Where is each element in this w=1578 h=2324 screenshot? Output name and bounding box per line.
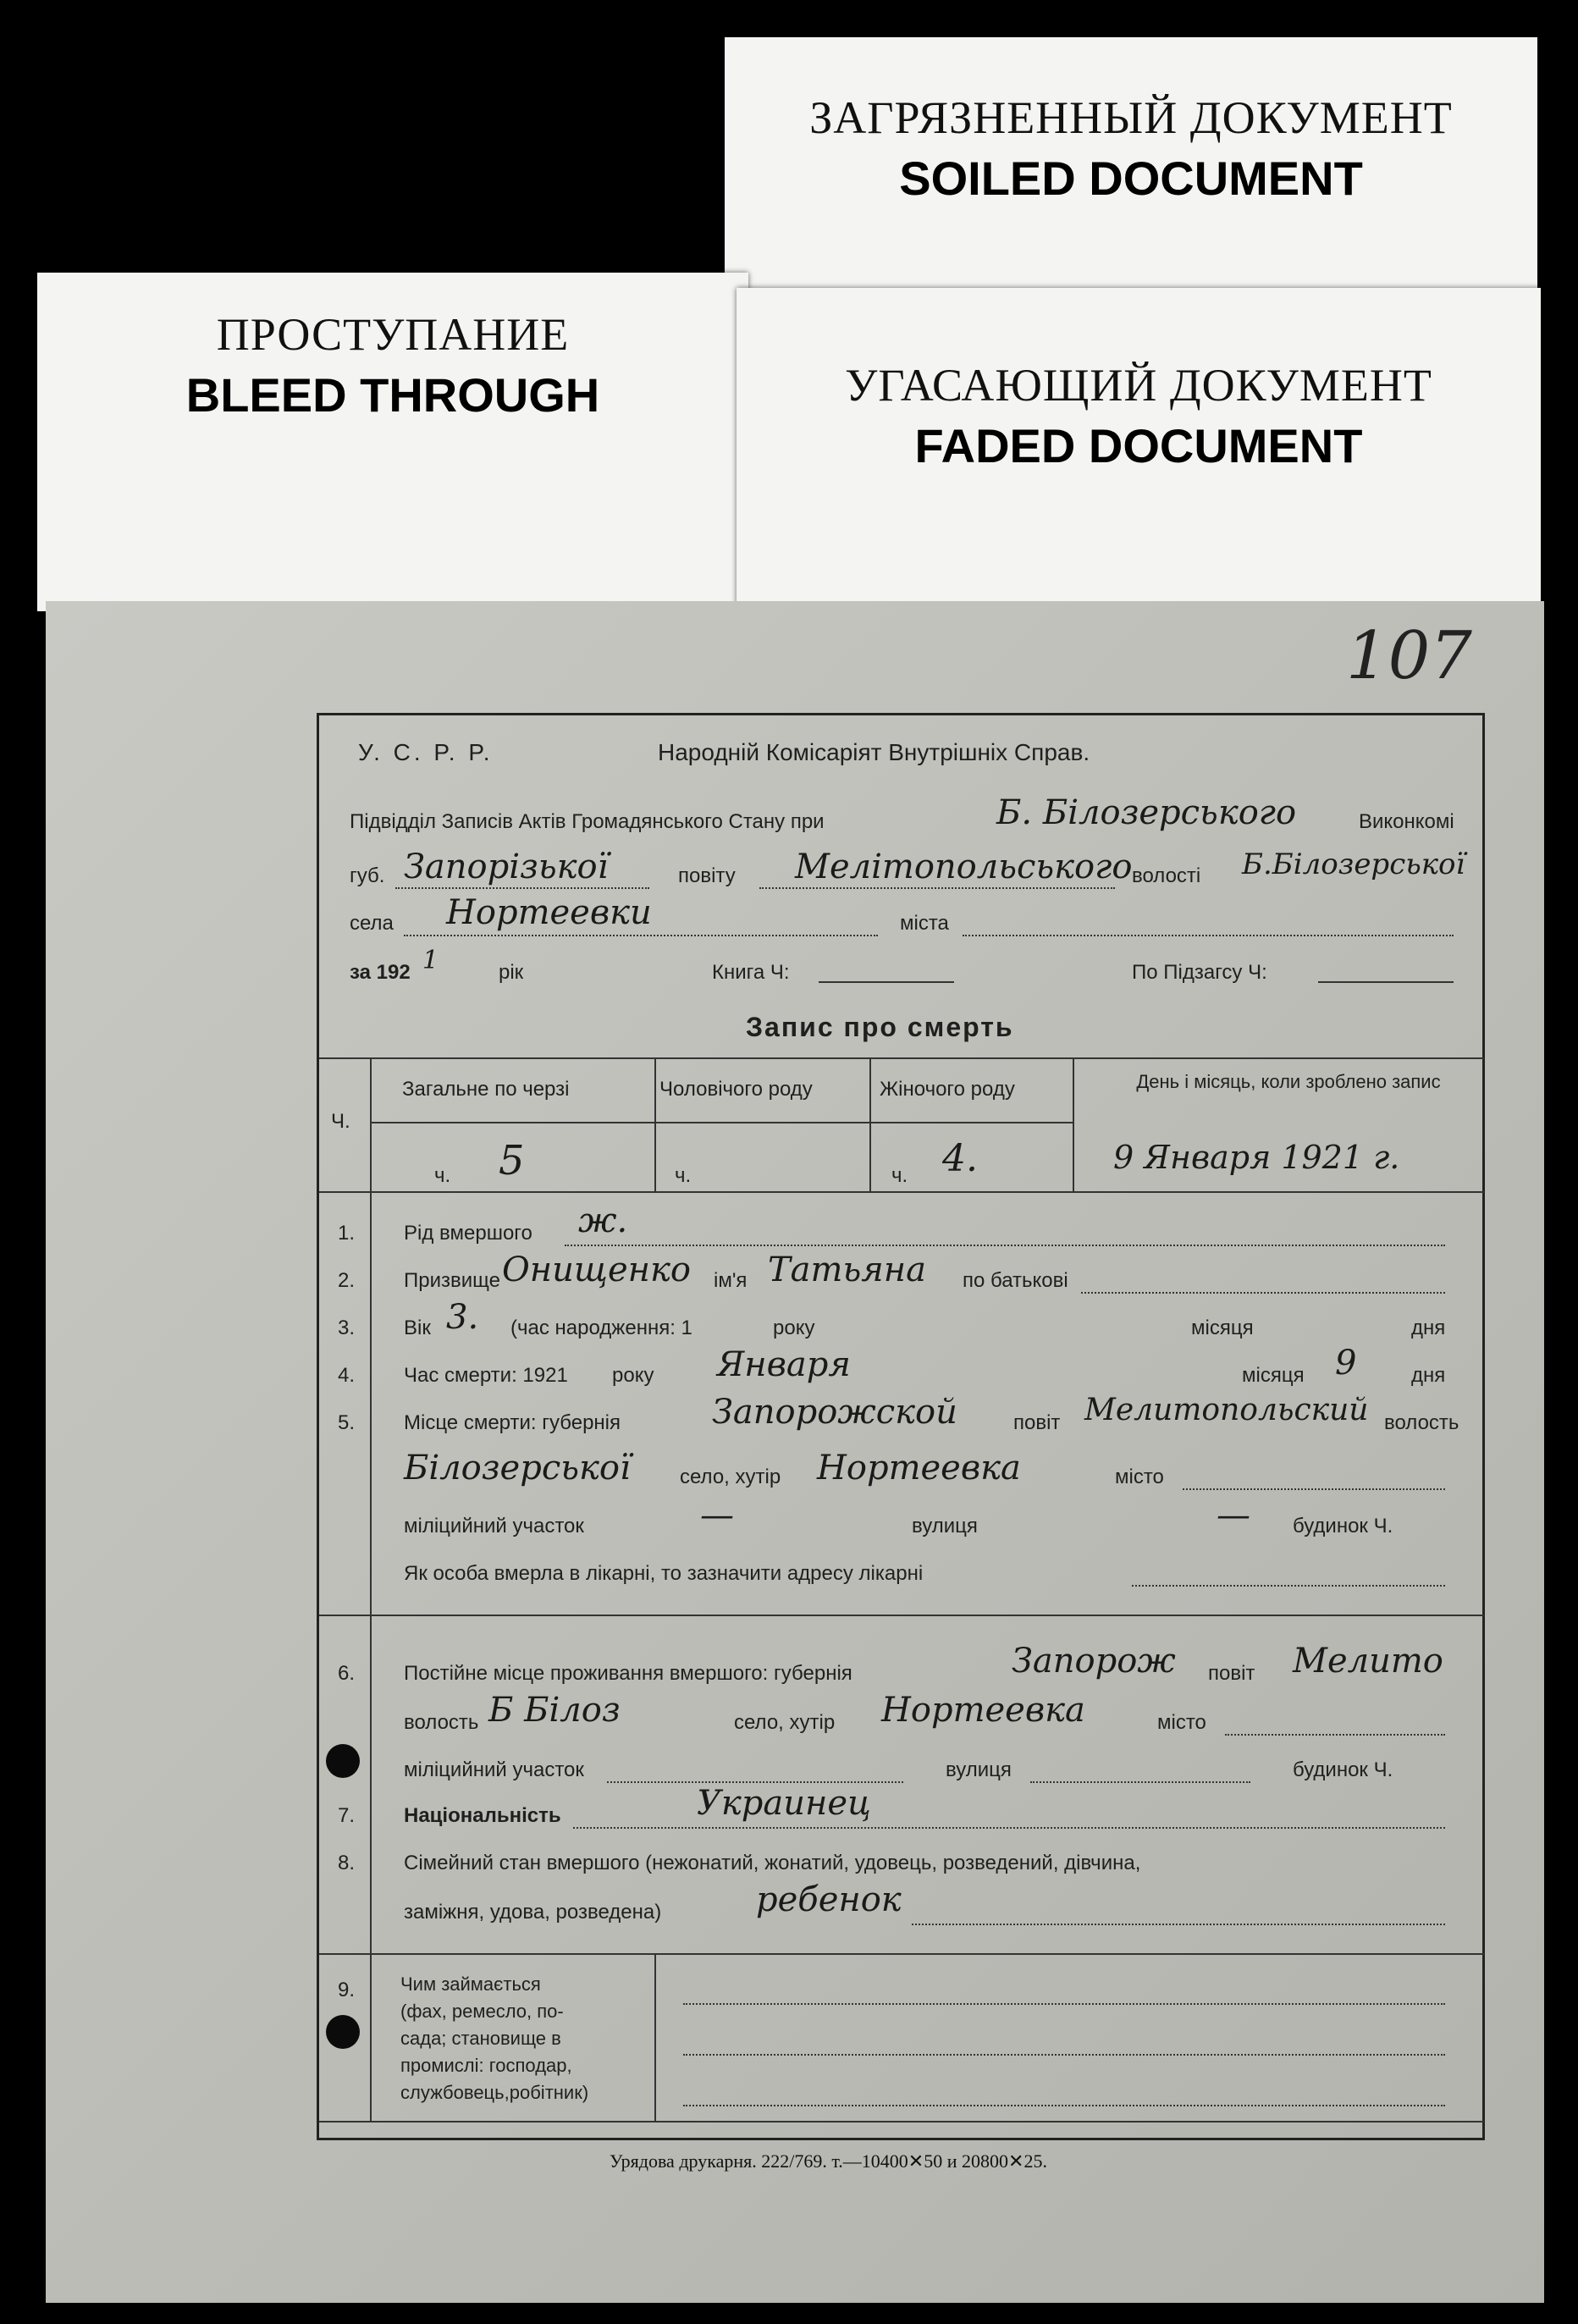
hw-death-povit: Мелитопольский bbox=[1084, 1393, 1369, 1427]
hw-death-day: 9 bbox=[1335, 1344, 1357, 1383]
label-year-suffix: рік bbox=[499, 961, 524, 984]
underline bbox=[1318, 981, 1454, 983]
dotted-line bbox=[1225, 1733, 1445, 1736]
row-number: 6. bbox=[338, 1662, 356, 1685]
hw-povit: Мелітопольського bbox=[795, 847, 1133, 886]
soiled-document-label bbox=[725, 37, 1537, 291]
table-border bbox=[869, 1057, 871, 1191]
label-rid: Рід вмершого bbox=[404, 1222, 532, 1245]
table-border bbox=[654, 1953, 656, 2123]
label-book: Книга Ч: bbox=[712, 961, 790, 984]
underline bbox=[819, 981, 954, 983]
hw-entry-date: 9 Января 1921 г. bbox=[1113, 1139, 1400, 1176]
row-number: 8. bbox=[338, 1852, 356, 1874]
label-hospital: Як особа вмерла в лікарні, то зазначити адресу лікарні bbox=[404, 1562, 924, 1585]
col-ch: Ч. bbox=[331, 1110, 350, 1133]
dotted-line bbox=[565, 1244, 1445, 1246]
bleed-label-en: BLEED THROUGH bbox=[185, 368, 600, 422]
dotted-line bbox=[1030, 1780, 1250, 1783]
label-res-povit: повіт bbox=[1208, 1662, 1255, 1685]
label-death-day: дня bbox=[1411, 1364, 1446, 1387]
table-border bbox=[370, 1191, 372, 2123]
label-birth: (час народження: 1 bbox=[510, 1317, 692, 1339]
table-border bbox=[654, 1057, 656, 1191]
label-age: Вік bbox=[404, 1317, 431, 1339]
label-res-volost: волость bbox=[404, 1711, 479, 1734]
line-ispolkom: Виконкомі bbox=[1359, 810, 1454, 833]
label-gub: губ. bbox=[350, 864, 385, 887]
page-number: 107 bbox=[1346, 618, 1472, 694]
hw-death-month: Января bbox=[717, 1345, 851, 1384]
dotted-line bbox=[683, 2104, 1445, 2106]
label-mista: міста bbox=[900, 912, 949, 935]
label-death-povit: повіт bbox=[1013, 1411, 1061, 1434]
hw-death-dash: — bbox=[700, 1496, 734, 1535]
soiled-label-ru: ЗАГРЯЗНЕННЫЙ ДОКУМЕНТ bbox=[809, 92, 1453, 143]
table-border bbox=[319, 1953, 1484, 1955]
label-res-misto: місто bbox=[1157, 1711, 1206, 1734]
hw-volost: Б.Білозерської bbox=[1242, 847, 1465, 881]
row-number: 4. bbox=[338, 1364, 356, 1387]
table-border bbox=[319, 1057, 1484, 1059]
cell-prefix: ч. bbox=[891, 1164, 908, 1187]
hw-nationality: Украинец bbox=[697, 1784, 871, 1823]
label-birth-year: року bbox=[773, 1317, 815, 1339]
faded-document-label bbox=[737, 288, 1541, 610]
col-female: Жіночого роду bbox=[880, 1078, 1015, 1101]
label-patronymic: по батькові bbox=[963, 1269, 1068, 1292]
label-birth-month: місяця bbox=[1191, 1317, 1254, 1339]
table-border bbox=[1073, 1057, 1074, 1191]
hw-surname: Онищенко bbox=[502, 1250, 691, 1289]
label-volost: волості bbox=[1132, 864, 1201, 887]
hw-name: Татьяна bbox=[768, 1250, 926, 1289]
label-res-bud: будинок Ч. bbox=[1293, 1758, 1393, 1781]
label-selo: села bbox=[350, 912, 394, 935]
label-residence: Постійне місце проживання вмершого: губернія bbox=[404, 1662, 852, 1685]
printer-footer: Урядова друкарня. 222/769. т.—10400✕50 и 20800✕25. bbox=[610, 2150, 1047, 2172]
hw-entry-general: 5 bbox=[499, 1137, 525, 1184]
hw-family: ребенок bbox=[756, 1880, 902, 1919]
line-subdept: Підвідділ Записів Актів Громадянського Стану при bbox=[350, 810, 825, 833]
hw-death-gub: Запорожской bbox=[712, 1393, 957, 1432]
header-ussr: У. С. Р. Р. bbox=[358, 739, 494, 765]
hw-age: 3. bbox=[446, 1298, 479, 1337]
row-number: 9. bbox=[338, 1979, 356, 2001]
label-death-selo: село, хутір bbox=[680, 1466, 781, 1488]
row-number: 3. bbox=[338, 1317, 356, 1339]
label-povit: повіту bbox=[678, 864, 736, 887]
table-border bbox=[370, 1122, 1073, 1123]
cell-prefix: ч. bbox=[675, 1164, 692, 1187]
hw-rid: ж. bbox=[578, 1201, 628, 1240]
label-death-volost: волость bbox=[1384, 1411, 1459, 1434]
hw-res-povit: Мелито bbox=[1293, 1642, 1443, 1681]
label-occupation-1: Чим займається bbox=[400, 1973, 541, 1995]
dotted-line bbox=[395, 886, 649, 889]
row-number: 2. bbox=[338, 1269, 356, 1292]
hw-gub: Запорізької bbox=[404, 847, 609, 886]
hw-selo: Нортеевки bbox=[446, 893, 652, 932]
dotted-line bbox=[912, 1923, 1445, 1925]
col-general: Загальне по черзі bbox=[402, 1078, 570, 1101]
label-occupation-4: промислі: господар, bbox=[400, 2055, 572, 2076]
hw-death-selo: Нортеевка bbox=[817, 1449, 1021, 1488]
label-res-selo: село, хутір bbox=[734, 1711, 836, 1734]
table-border bbox=[319, 2121, 1484, 2123]
label-family-1: Сімейний стан вмершого (нежонатий, жонатий, удовець, розведений, дівчина, bbox=[404, 1852, 1141, 1874]
label-occupation-5: службовець,робітник) bbox=[400, 2082, 589, 2103]
bleed-label-ru: ПРОСТУПАНИЕ bbox=[216, 309, 570, 360]
label-res-milit: міліцийний участок bbox=[404, 1758, 584, 1781]
hw-res-volost: Б Білоз bbox=[488, 1691, 621, 1730]
col-male: Чоловічого роду bbox=[659, 1078, 813, 1101]
label-occupation-3: сада; становище в bbox=[400, 2028, 561, 2049]
label-death-vul: вулиця bbox=[912, 1515, 978, 1537]
label-res-vul: вулиця bbox=[946, 1758, 1012, 1781]
row-number: 7. bbox=[338, 1804, 356, 1827]
faded-label-en: FADED DOCUMENT bbox=[914, 419, 1363, 472]
label-family-2: заміжня, удова, розведена) bbox=[404, 1901, 662, 1924]
table-border bbox=[370, 1057, 372, 1191]
label-death-bud: будинок Ч. bbox=[1293, 1515, 1393, 1537]
hw-year-digit: 1 bbox=[422, 946, 439, 975]
death-record-form bbox=[317, 713, 1485, 2140]
label-death-year: року bbox=[612, 1364, 654, 1387]
row-number: 1. bbox=[338, 1222, 356, 1245]
table-border bbox=[319, 1191, 1484, 1193]
dotted-line bbox=[963, 934, 1454, 936]
table-border bbox=[319, 1615, 1484, 1616]
label-death-place: Місце смерти: губернія bbox=[404, 1411, 621, 1434]
dotted-line bbox=[1081, 1291, 1445, 1294]
row-number: 5. bbox=[338, 1411, 356, 1434]
hw-res-gub: Запорож bbox=[1012, 1642, 1176, 1681]
dotted-line bbox=[683, 2053, 1445, 2056]
faded-label-ru: УГАСАЮЩИЙ ДОКУМЕНТ bbox=[845, 360, 1432, 411]
label-death-time: Час смерти: 1921 bbox=[404, 1364, 568, 1387]
label-name: ім'я bbox=[714, 1269, 748, 1292]
label-birth-day: дня bbox=[1411, 1317, 1446, 1339]
label-surname: Призвище bbox=[404, 1269, 500, 1292]
label-death-month: місяця bbox=[1242, 1364, 1305, 1387]
header-commissariat: Народній Комісаріят Внутрішніх Справ. bbox=[658, 739, 1090, 765]
label-occupation-2: (фах, ремесло, по- bbox=[400, 2001, 564, 2022]
label-nationality: Національність bbox=[404, 1804, 561, 1827]
hw-entry-female: 4. bbox=[942, 1137, 978, 1180]
bleed-through-label bbox=[37, 273, 748, 611]
label-podzag: По Підзагсу Ч: bbox=[1132, 961, 1267, 984]
dotted-line bbox=[1183, 1488, 1445, 1490]
dotted-line bbox=[759, 886, 1115, 889]
dotted-line bbox=[683, 2002, 1445, 2005]
dotted-line bbox=[1132, 1584, 1445, 1587]
label-death-misto: місто bbox=[1115, 1466, 1164, 1488]
hw-ispolkom: Б. Білозерського bbox=[996, 793, 1297, 832]
soiled-label-en: SOILED DOCUMENT bbox=[899, 152, 1363, 205]
dotted-line bbox=[573, 1826, 1445, 1829]
label-year: за 192 bbox=[350, 961, 411, 984]
col-date: День і місяць, коли зроблено запис bbox=[1136, 1071, 1441, 1092]
hw-death-dash: — bbox=[1217, 1496, 1250, 1535]
hw-death-volost: Білозерської bbox=[404, 1449, 631, 1488]
form-title: Запис про смерть bbox=[746, 1012, 1014, 1042]
dotted-line bbox=[607, 1780, 903, 1783]
hw-res-selo: Нортеевка bbox=[881, 1691, 1085, 1730]
dotted-line bbox=[404, 934, 878, 936]
label-death-milit: міліцийний участок bbox=[404, 1515, 584, 1537]
cell-prefix: ч. bbox=[434, 1164, 451, 1187]
